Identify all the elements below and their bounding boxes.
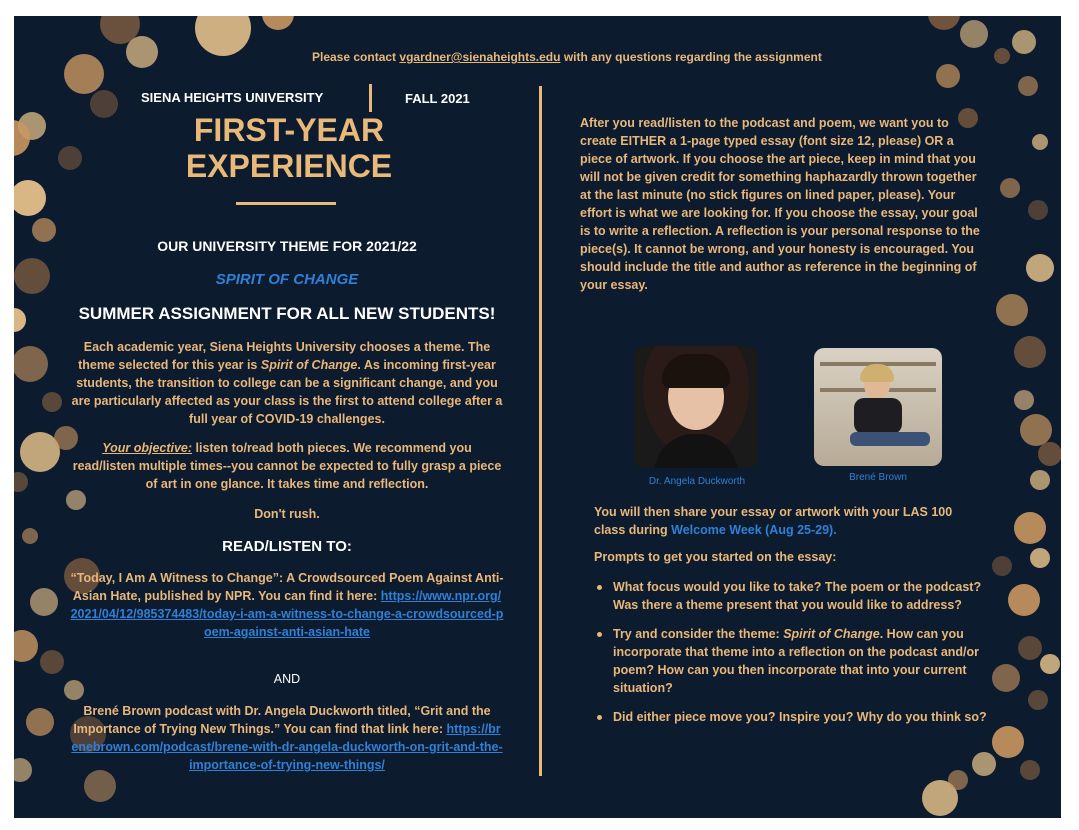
bokeh-dot [1040,654,1060,674]
prompts-list [594,578,1004,726]
bokeh-dot [14,630,38,662]
page-title [164,112,414,184]
objective-paragraph [70,439,504,493]
term-label: FALL 2021 [405,91,470,106]
bokeh-dot [84,770,116,802]
bokeh-dot [14,472,28,492]
bokeh-dot [262,16,294,30]
intro-text-1: Each academic year, Siena Heights University chooses a theme. The theme selected for this year is [78,340,491,372]
prompt-2-text-b: . How can you incorporate that theme into a reflection on the podcast and/or poem? How can you then incorporate that into your current situation? [613,627,980,695]
title-line-2: EXPERIENCE [185,148,393,184]
objective-label: Your objective: [102,441,193,455]
bokeh-dot [960,20,988,48]
instructions-paragraph: After you read/listen to the podcast and poem, we want you to create EITHER a 1-page typed essay (font size 12, please) OR a piece of artwork. If you choose the art piece, keep in mind that you will not be given credit for something haphazardly thrown together at the last minute (no stick figures on lined paper, please). Your effort is what we are looking for. If you choose the essay, your goal is to write a reflection. A reflection is your personal response to the piece(s). It cannot be wrong, and your honesty is encouraged. You should include the title and author as reference in the beginning of your essay. [580,116,980,292]
bokeh-dot [195,16,251,56]
prompt-2-italic: Spirit of Change [783,627,880,641]
bokeh-dot [936,64,960,88]
bokeh-dot [972,752,996,776]
prompt-3-text: Did either piece move you? Inspire you? Why do you think so? [613,710,987,724]
bokeh-dot [40,650,64,674]
bokeh-dot [30,588,58,616]
assignment-heading: SUMMER ASSIGNMENT FOR ALL NEW STUDENTS! [78,304,496,323]
bokeh-dot [14,258,50,294]
bokeh-dot [1014,390,1034,410]
bokeh-dot [1030,548,1050,568]
university-name: SIENA HEIGHTS UNIVERSITY [141,90,324,105]
bokeh-dot [1026,254,1054,282]
title-underline [236,202,336,205]
share-text: You will then share your essay or artwork with your LAS 100 class during [594,505,953,537]
bokeh-dot [994,48,1010,64]
bokeh-dot [14,346,48,382]
bokeh-dot [1012,30,1036,54]
contact-prefix: Please contact [312,50,397,64]
welcome-week-highlight: Welcome Week (Aug 25-29). [671,523,837,537]
prompt-item-3 [594,708,1004,726]
title-line-1: FIRST-YEAR [193,112,385,148]
intro-text-2: . As incoming first-year students, the transition to college can be a significant change, and you are particularly affected as your class is the first to attend college after a full year of COVID-19 challenges. [71,358,503,426]
poem-paragraph [70,569,504,641]
and-separator: AND [273,672,301,686]
bokeh-dot [1028,690,1048,710]
podcast-paragraph [70,702,504,774]
bokeh-dot [26,708,54,736]
brown-photo [814,348,942,466]
duckworth-caption: Dr. Angela Duckworth [648,476,746,487]
flyer-page [14,16,1061,818]
brown-caption: Brené Brown [849,472,907,483]
column-divider [539,86,542,776]
bokeh-dot [22,528,38,544]
bokeh-dot [14,308,26,332]
contact-email-link[interactable]: vgardner@sienaheights.edu [399,50,561,64]
bokeh-dot [948,770,968,790]
bokeh-dot [64,54,104,94]
bokeh-dot [992,556,1012,576]
bokeh-dot [42,392,62,412]
read-listen-heading: READ/LISTEN TO: [222,538,352,555]
bokeh-dot [58,146,82,170]
theme-name: SPIRIT OF CHANGE [215,271,359,288]
header-divider [369,84,372,112]
bokeh-dot [1008,584,1040,616]
bokeh-dot [992,726,1024,758]
bokeh-dot [1020,760,1040,780]
podcast-link[interactable]: https://brenebrown.com/podcast/brene-with-dr-angela-duckworth-on-grit-and-the-importance-of-trying-new-things/ [71,722,503,772]
bokeh-dot [14,758,32,782]
theme-heading: OUR UNIVERSITY THEME FOR 2021/22 [157,238,417,254]
bokeh-dot [32,218,56,242]
bokeh-dot [1030,470,1050,490]
duckworth-photo [634,346,758,468]
bokeh-dot [126,36,158,68]
dont-rush-note: Don't rush. [254,507,320,521]
prompt-item-1 [594,578,1004,614]
bokeh-dot [14,180,46,216]
bokeh-dot [1032,134,1048,150]
bokeh-dot [1018,76,1038,96]
share-paragraph [594,503,984,539]
bokeh-dot [1018,636,1042,660]
bokeh-dot [1014,512,1046,544]
poem-link[interactable]: https://www.npr.org/2021/04/12/985374483/today-i-am-a-witness-to-change-a-crowdsourced-poem-against-anti-asian-hate [70,589,504,639]
bokeh-dot [90,90,118,118]
bokeh-dot [1038,442,1061,466]
bokeh-dot [1028,200,1048,220]
poem-text: “Today, I Am A Witness to Change”: A Crowdsourced Poem Against Anti-Asian Hate, published by NPR. You can find it here: [70,571,504,603]
prompt-1-text: What focus would you like to take? The poem or the podcast? Was there a theme present that you would like to address? [613,580,982,612]
bokeh-dot [1014,336,1046,368]
prompt-item-2 [594,625,1004,697]
bokeh-dot [1000,178,1020,198]
podcast-text: Brené Brown podcast with Dr. Angela Duckworth titled, “Grit and the Importance of Trying New Things.” You can find that link here: [73,704,491,736]
bokeh-dot [928,16,960,30]
contact-suffix: with any questions regarding the assignment [563,50,822,64]
intro-paragraph [70,338,504,428]
intro-italic: Spirit of Change [260,358,358,372]
prompt-2-text-a: Try and consider the theme: [613,627,780,641]
prompts-heading: Prompts to get you started on the essay: [594,550,837,564]
contact-line [312,50,952,64]
bokeh-dot [996,294,1028,326]
objective-text: listen to/read both pieces. We recommend you read/listen multiple times--you cannot be expected to fully grasp a piece of art in one glance. It takes time and reflection. [72,441,502,491]
